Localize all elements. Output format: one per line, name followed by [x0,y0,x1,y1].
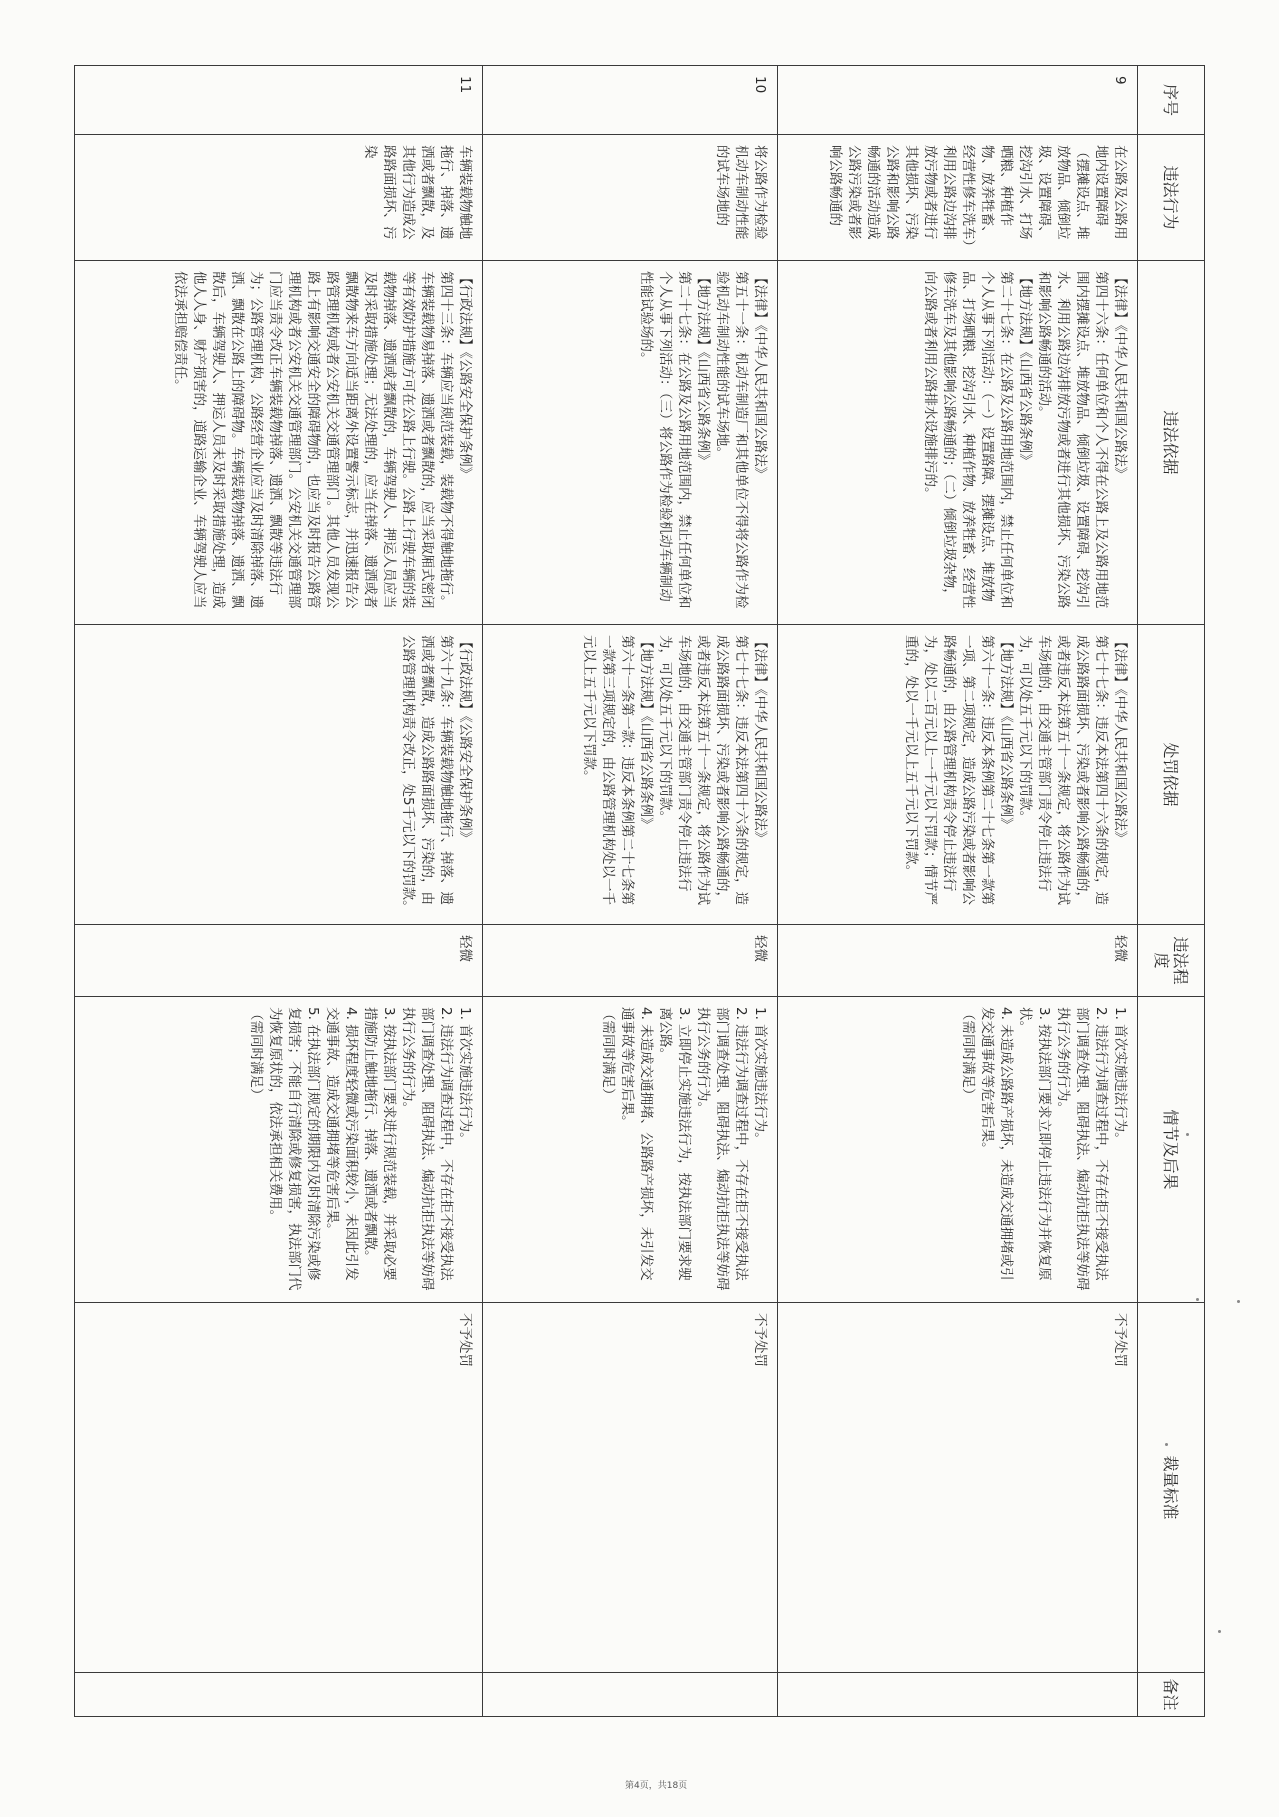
standard-cell: 不予处罚 [482,1303,777,1673]
degree-cell: 轻微 [75,925,483,997]
rotated-table-sheet [74,65,1205,1716]
col-header-circumstance: 情节及后果 [1138,997,1205,1303]
circumstance-line: 1. 首次实施违法行为。 [751,1007,768,1146]
penalty-line: 【地方法规】《山西省公路条例》 [637,635,654,831]
basis-line: 【法律】《中华人民共和国公路法》 [751,271,768,481]
penalty-cell [482,625,777,925]
basis-line: 第四十三条：车辆应当规范装载，装载物不得触地拖行。车辆装载物易掉落、遗洒或者飘散的，应当采取厢式密闭等有效防护措施方可在公路上行驶。公路上行驶车辆的装载物掉落、遗洒或者飘散的，车辆驾驶人、押运人员应当及时采取措施处理；无法处理的，应当在掉落、遗洒或者飘散物来车方向适当距离外设置警示标志，并迅速报告公路管理机构或者公安机关交通管理部门。其他人员发现公路上有影响交通安全的障碍物的，也应当及时报告公路管理机构或者公安机关交通管理部门。公安机关交通管理部门应当责令改正车辆装载物掉落、遗洒、飘散等违法行为；公路管理机构、公路经营企业应当及时清除掉落、遗洒、飘散在公路上的障碍物。车辆装载物掉落、遗洒、飘散后，车辆驾驶人、押运人员未及时采取措施处理，造成他人人身、财产损害的，道路运输企业、车辆驾驶人应当依法承担赔偿责任。 [171,271,454,609]
penalty-line: 第七十七条：违反本法第四十六条的规定，造成公路路面损坏、污染或者影响公路畅通的，或者违反本法第五十一条规定，将公路作为试车场地的，由交通主管部门责令停止违法行为，可以处五千元以下的罚款。 [656,635,749,905]
behavior-cell: 车辆装载物触地拖行、掉落、遗洒或者飘散，及其他行为造成公路路面损坏、污染 [75,135,483,261]
circumstance-line: 3. 按执法部门要求进行规范装载，并采取必要措施防止触地拖行、掉落、遗洒或者飘散。 [361,1007,397,1281]
circumstance-line: 5. 在执法部门规定的期限内及时清除污染或修复损害；不能自行清除或修复损害，执法部门代为恢复原状的，依法承担相关费用。 [266,1007,321,1291]
col-header-penalty: 处罚依据 [1138,625,1205,925]
remark-cell [482,1673,777,1717]
basis-line: 【地方法规】《山西省公路条例》 [694,271,711,467]
circumstance-line: 2. 违法行为调查过程中，不存在拒不接受执法部门调查处理、阻碍执法、煽动抗拒执法等妨碍执行公务的行为。 [1055,1007,1109,1291]
standard-cell: 不予处罚 [777,1303,1137,1673]
circumstance-cell [75,997,483,1303]
table-row [482,66,777,1717]
col-header-no: 序号 [1138,66,1205,135]
remark-cell [777,1673,1137,1717]
behavior-cell: 在公路及公路用地内设置障碍（摆摊设点、堆放物品、倾倒垃圾、设置障碍、挖沟引水、打场晒粮、种植作物、放养牲畜、经营性修车洗车）利用公路边沟排放污物或者进行其他损坏、污染公路和影响公路畅通的活动造成公路污染或者影响公路畅通的 [777,135,1137,261]
penalty-discretion-table [74,65,1205,1717]
penalty-line: 【法律】《中华人民共和国公路法》 [1112,635,1128,845]
col-header-remark: 备注 [1138,1673,1205,1717]
scan-speck [1237,1300,1240,1303]
basis-line: 第二十七条：在公路及公路用地范围内，禁止任何单位和个人从事下列活动：（一）设置路障、摆摊设点、堆放物品、打场晒粮、挖沟引水、种植作物、放养牲畜、经营性修车洗车及其他影响公路畅通的；（二）倾倒垃圾杂物，向公路或者利用公路排水设施排污的。 [922,271,1014,609]
scan-speck [1218,1630,1221,1633]
circumstance-line: （需同时满足） [247,1007,264,1102]
penalty-line: 第六十九条：车辆装载物触地拖行、掉落、遗洒或者飘散，造成公路路面损坏、污染的，由公路管理机构责令改正，处5千元以下的罚款。 [399,635,454,914]
table-row [75,66,483,1717]
circumstance-line: 3. 按执法部门要求立即停止违法行为并恢复原状。 [1017,1007,1052,1281]
basis-line: 【行政法规】《公路安全保护条例》 [456,271,473,481]
circumstance-line: 2. 违法行为调查过程中，不存在拒不接受执法部门调查处理、阻碍执法、煽动抗拒执法等妨碍执行公务的行为。 [694,1007,749,1291]
row-number: 9 [777,66,1137,135]
penalty-line: 【法律】《中华人民共和国公路法》 [751,635,768,845]
col-header-basis: 违法依据 [1138,261,1205,625]
penalty-cell [777,625,1137,925]
penalty-line: 【行政法规】《公路安全保护条例》 [456,635,473,845]
circumstance-line: 3. 立即停止实施违法行为，按执法部门要求驶离公路。 [656,1007,692,1281]
basis-cell [75,261,483,625]
penalty-line: 第七十七条：违反本法第四十六条的规定，造成公路路面损坏、污染或者影响公路畅通的，或者违反本法第五十一条规定，将公路作为试车场地的，由交通主管部门责令停止违法行为，可以处五千元以下的罚款。 [1017,635,1109,905]
circumstance-line: （需同时满足） [599,1007,616,1102]
penalty-line: 【地方法规】《山西省公路条例》 [998,635,1014,831]
basis-line: 第二十七条：在公路及公路用地范围内，禁止任何单位和个人从事下列活动：（三）将公路作为检验机动车辆制动性能试验场的。 [637,271,692,609]
circumstance-cell [777,997,1137,1303]
basis-line: 第五十一条：机动车制造厂和其他单位不得将公路作为检验机动车制动性能的试车场地。 [713,271,749,609]
circumstance-line: 4. 损坏程度轻微或污染面积较小，未因此引发交通事故、造成交通拥堵等危害后果。 [323,1007,359,1281]
scan-speck [1165,1443,1168,1446]
basis-line: 第四十六条：任何单位和个人不得在公路上及公路用地范围内摆摊设点、堆放物品、倾倒垃圾、设置障碍、挖沟引水、利用公路边沟排放污物或者进行其他损坏、污染公路和影响公路畅通的活动。 [1036,271,1109,609]
penalty-line: 第六十一条第一款：违反本条例第二十七条第一款第三项规定的，由公路管理机构处以一千元以上五千元以下罚款。 [580,635,635,905]
basis-cell [777,261,1137,625]
basis-line: 【地方法规】《山西省公路条例》 [1017,271,1033,467]
row-number: 10 [482,66,777,135]
row-number: 11 [75,66,483,135]
remark-cell [75,1673,483,1717]
scan-speck [1186,1133,1189,1136]
table-row [777,66,1137,1717]
circumstance-cell [482,997,777,1303]
circumstance-line: 4. 未造成公路路产损坏，未造成交通拥堵或引发交通事故等危害后果。 [979,1007,1014,1281]
penalty-cell [75,625,483,925]
behavior-cell: 将公路作为检验机动车制动性能的试车场地的 [482,135,777,261]
degree-cell: 轻微 [482,925,777,997]
circumstance-line: 1. 首次实施违法行为。 [1112,1007,1128,1146]
circumstance-line: 2. 违法行为调查过程中，不存在拒不接受执法部门调查处理、阻碍执法、煽动抗拒执法等妨碍执行公务的行为。 [399,1007,454,1291]
circumstance-line: （需同时满足） [960,1007,976,1102]
circumstance-line: 4. 未造成交通拥堵、公路路产损坏，未引发交通事故等危害后果。 [618,1007,654,1281]
penalty-line: 第六十一条：违反本条例第二十七条第一款第一项、第二项规定，造成公路污染或者影响公路畅通的，由公路管理机构责令停止违法行为，处以二百元以上一千元以下罚款；情节严重的，处以一千元以上五千元以下罚款。 [903,635,995,905]
degree-cell: 轻微 [777,925,1137,997]
basis-cell [482,261,777,625]
circumstance-line: 1. 首次实施违法行为。 [456,1007,473,1146]
page-footer: 第4页，共18页 [625,1781,688,1791]
col-header-standard: 裁量标准 [1138,1303,1205,1673]
scan-speck [1196,1298,1199,1301]
header-row [1138,66,1205,1717]
basis-line: 【法律】《中华人民共和国公路法》 [1112,271,1128,481]
col-header-behavior: 违法行为 [1138,135,1205,261]
col-header-degree: 违法程度 [1138,925,1205,997]
standard-cell: 不予处罚 [75,1303,483,1673]
